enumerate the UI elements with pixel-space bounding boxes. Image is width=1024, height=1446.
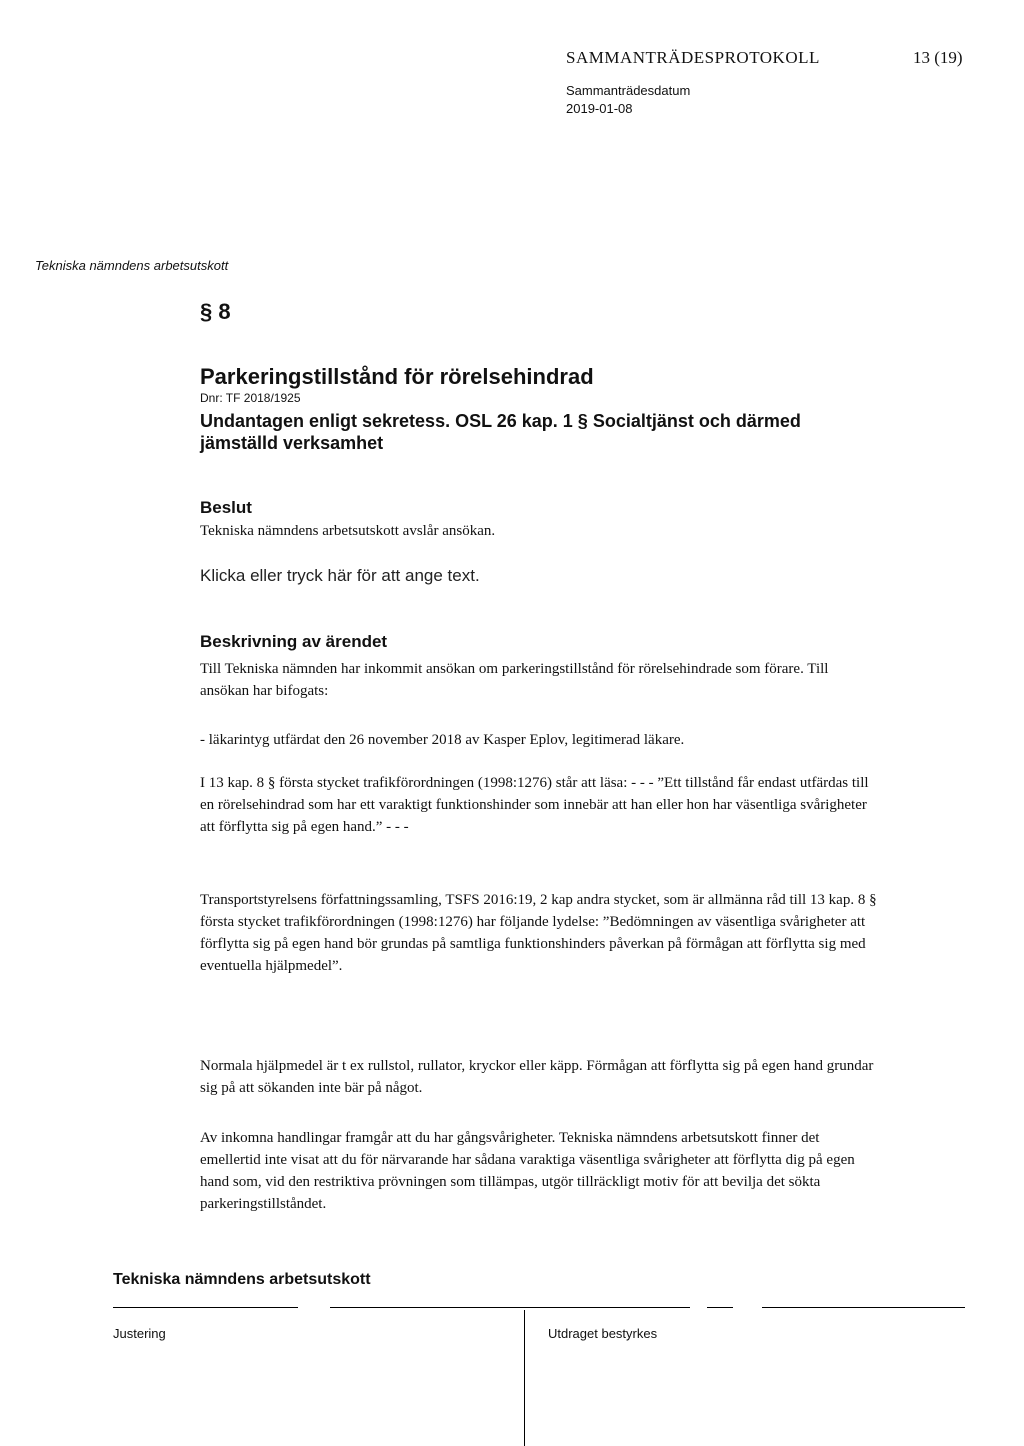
text-placeholder[interactable]: Klicka eller tryck här för att ange text. xyxy=(200,566,480,585)
footer-committee: Tekniska nämndens arbetsutskott xyxy=(113,1271,371,1288)
description-paragraph-2: - läkarintyg utfärdat den 26 november 2018 av Kasper Eplov, legitimerad läkare. xyxy=(200,732,685,748)
description-paragraph-5: Normala hjälpmedel är t ex rullstol, rullator, kryckor eller käpp. Förmågan att förflytta sig på egen hand grundar sig på att sökanden inte bär på något. xyxy=(200,1058,874,1096)
committee-name: Tekniska nämndens arbetsutskott xyxy=(35,258,229,273)
signature-line-2 xyxy=(330,1307,690,1308)
meeting-date-label: Sammanträdesdatum xyxy=(566,83,691,98)
justering-label: Justering xyxy=(113,1326,166,1341)
case-number: Dnr: TF 2018/1925 xyxy=(200,391,301,405)
description-paragraph-6: Av inkomna handlingar framgår att du har gångsvårigheter. Tekniska nämndens arbetsutskott finner det emellertid inte visat att du för närvarande har sådana varaktiga väsentliga svårigheter att förflytta dig på egen hand som, vid den restriktiva prövningen som tillämpas, utgör tillräckligt motiv för att bevilja det sökta parkeringstillståndet. xyxy=(200,1130,855,1212)
page-number: 13 (19) xyxy=(913,48,963,67)
description-paragraph-4: Transportstyrelsens författningssamling, TSFS 2016:19, 2 kap andra stycket, som är allmänna råd till 13 kap. 8 § första stycket trafikförordningen (1998:1276) har följande lydelse: ”Bedömningen av väsentliga svårigheter att förflytta sig på egen hand bör grundas på samtliga funktionshinders påverkan på förmågan att förflytta sig med eventuella hjälpmedel”. xyxy=(200,892,877,974)
protocol-title: SAMMANTRÄDESPROTOKOLL xyxy=(566,48,820,67)
description-heading: Beskrivning av ärendet xyxy=(200,632,388,651)
case-title: Parkeringstillstånd för rörelsehindrad xyxy=(200,364,594,389)
secrecy-notice: Undantagen enligt sekretess. OSL 26 kap. 1 § Socialtjänst och därmed jämställd verksamhet xyxy=(200,411,801,453)
decision-text: Tekniska nämndens arbetsutskott avslår ansökan. xyxy=(200,523,496,539)
signature-line-4 xyxy=(762,1307,965,1308)
meeting-date: 2019-01-08 xyxy=(566,101,633,116)
description-paragraph-1: Till Tekniska nämnden har inkommit ansökan om parkeringstillstånd för rörelsehindrade som förare. Till ansökan har bifogats: xyxy=(200,661,829,699)
decision-heading: Beslut xyxy=(200,498,252,517)
section-number: § 8 xyxy=(200,299,231,324)
signature-line-3 xyxy=(707,1307,733,1308)
description-paragraph-3: I 13 kap. 8 § första stycket trafikförordningen (1998:1276) står att läsa: - - - ”Ett tillstånd får endast utfärdas till en rörelsehindrad som har ett varaktigt funktionshinder som innebär att han eller hon har väsentliga svårigheter att förflytta sig på egen hand.” - - - xyxy=(200,775,869,835)
signature-line-1 xyxy=(113,1307,298,1308)
utdrag-label: Utdraget bestyrkes xyxy=(548,1326,658,1341)
footer-divider xyxy=(524,1310,525,1446)
